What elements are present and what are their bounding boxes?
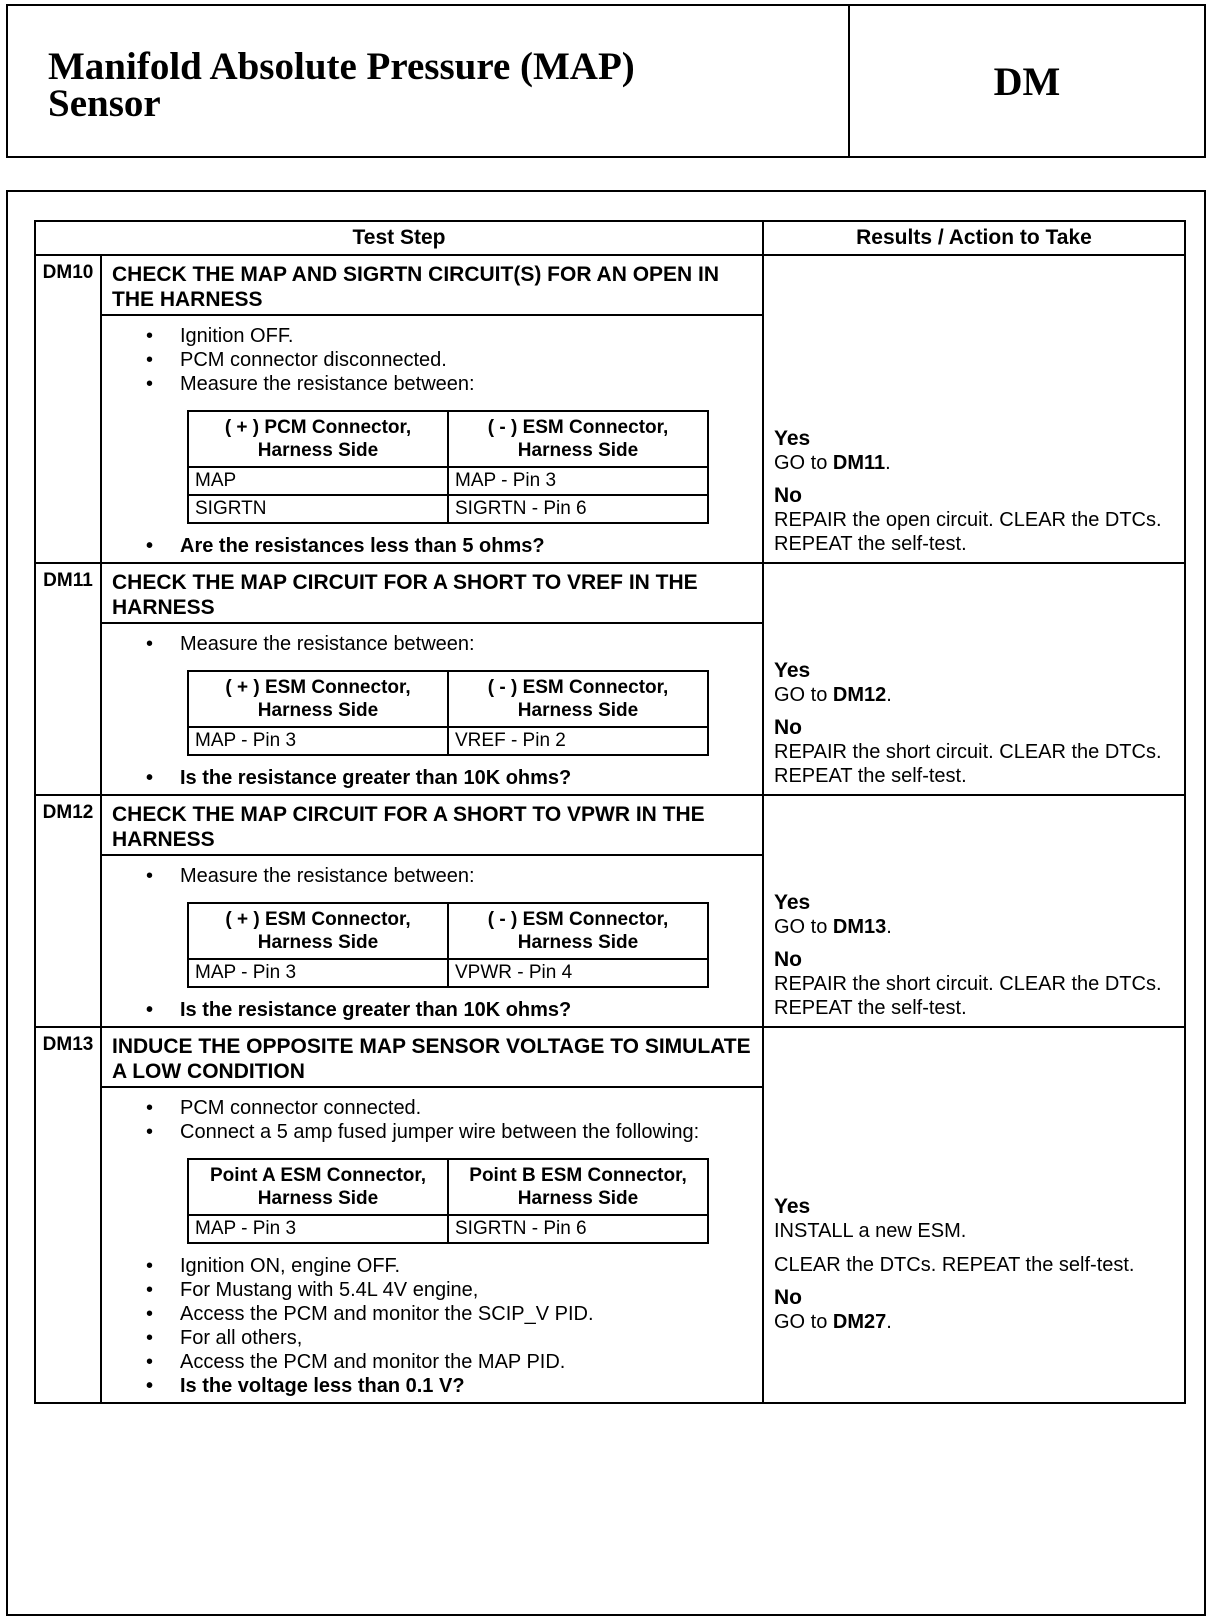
step-id: DM11: [35, 563, 101, 795]
step-question: • Is the resistance greater than 10K ohms?: [180, 766, 762, 790]
table-header-row: [35, 221, 1185, 255]
list-item: • Connect a 5 amp fused jumper wire between the following:: [180, 1120, 762, 1144]
no-text: REPAIR the open circuit. CLEAR the DTCs. REPEAT the self-test.: [774, 509, 1162, 555]
connector-table: [187, 902, 709, 988]
step-bullets-after: [102, 534, 762, 562]
connector-header-cell: ( - ) ESM Connector, Harness Side: [448, 671, 708, 727]
header-title-box: [8, 6, 850, 156]
step-body: [101, 855, 763, 1027]
connector-header-row: [188, 671, 708, 727]
connector-header-row: [188, 1159, 708, 1215]
step-id: DM13: [35, 1027, 101, 1403]
step-body: [101, 623, 763, 795]
yes-extra: CLEAR the DTCs. REPEAT the self-test.: [774, 1254, 1135, 1276]
connector-header-cell: Point B ESM Connector, Harness Side: [448, 1159, 708, 1215]
section-code: DM: [993, 58, 1061, 104]
step-question: • Is the resistance greater than 10K ohms?: [180, 998, 762, 1022]
no-label: No: [774, 1286, 802, 1309]
step-question: • Are the resistances less than 5 ohms?: [180, 534, 762, 558]
table-row: [188, 495, 708, 523]
list-item: • For Mustang with 5.4L 4V engine,: [180, 1278, 762, 1302]
step-result: [763, 1027, 1185, 1403]
no-step-ref: DM27: [832, 1311, 887, 1333]
connector-header-cell: ( + ) PCM Connector, Harness Side: [188, 411, 448, 467]
yes-label: Yes: [774, 427, 811, 450]
no-text: REPAIR the short circuit. CLEAR the DTCs. REPEAT the self-test.: [774, 741, 1162, 787]
step-bullets: [102, 624, 762, 656]
connector-cell: SIGRTN - Pin 6: [448, 495, 708, 523]
step-title-row: [35, 563, 1185, 623]
page-title-line1: Manifold Absolute Pressure (MAP): [48, 45, 635, 88]
yes-label: Yes: [774, 659, 811, 682]
list-item: • PCM connector disconnected.: [180, 348, 762, 372]
connector-header-row: [188, 411, 708, 467]
no-label: No: [774, 484, 802, 507]
list-item: • Measure the resistance between:: [180, 632, 762, 656]
connector-table: [187, 410, 709, 524]
list-item: • Measure the resistance between:: [180, 372, 762, 396]
yes-text: GO to: [774, 684, 828, 706]
step-result: [763, 563, 1185, 795]
connector-table: [187, 1158, 709, 1244]
column-header-test-step: Test Step: [35, 221, 763, 255]
step-bullets: [102, 1088, 762, 1144]
connector-cell: MAP - Pin 3: [448, 467, 708, 495]
list-item: • PCM connector connected.: [180, 1096, 762, 1120]
step-body: [101, 1087, 763, 1403]
page-title-line2: Sensor: [48, 82, 161, 125]
yes-action: GO to DM13.: [774, 916, 892, 938]
step-bullets-after: [102, 766, 762, 794]
connector-cell: MAP - Pin 3: [188, 959, 448, 987]
no-action: GO to DM27.: [774, 1311, 892, 1333]
connector-cell: VPWR - Pin 4: [448, 959, 708, 987]
no-text: REPAIR the short circuit. CLEAR the DTCs. REPEAT the self-test.: [774, 973, 1162, 1019]
connector-cell: SIGRTN: [188, 495, 448, 523]
connector-cell: VREF - Pin 2: [448, 727, 708, 755]
yes-text: GO to: [774, 916, 828, 938]
yes-action: GO to DM11.: [774, 452, 891, 474]
connector-header-cell: ( - ) ESM Connector, Harness Side: [448, 411, 708, 467]
column-header-results: Results / Action to Take: [763, 221, 1185, 255]
table-row: [188, 467, 708, 495]
connector-table: [187, 670, 709, 756]
yes-step-ref: DM12: [832, 684, 887, 706]
no-action: [774, 740, 1174, 788]
no-label: No: [774, 948, 802, 971]
list-item: • Ignition OFF.: [180, 324, 762, 348]
step-result: [763, 255, 1185, 563]
step-bullets-after: [102, 1254, 762, 1402]
step-title-row: [35, 255, 1185, 315]
connector-cell: SIGRTN - Pin 6: [448, 1215, 708, 1243]
connector-cell: MAP - Pin 3: [188, 727, 448, 755]
list-item: • Access the PCM and monitor the SCIP_V PID.: [180, 1302, 762, 1326]
list-item: • For all others,: [180, 1326, 762, 1350]
step-id: DM12: [35, 795, 101, 1027]
step-title: INDUCE THE OPPOSITE MAP SENSOR VOLTAGE TO SIMULATE A LOW CONDITION: [101, 1027, 763, 1087]
no-action: [774, 508, 1174, 556]
table-row: [188, 959, 708, 987]
step-title-row: [35, 1027, 1185, 1087]
yes-label: Yes: [774, 891, 811, 914]
connector-header-cell: ( + ) ESM Connector, Harness Side: [188, 903, 448, 959]
step-title: CHECK THE MAP CIRCUIT FOR A SHORT TO VREF IN THE HARNESS: [101, 563, 763, 623]
list-item: • Measure the resistance between:: [180, 864, 762, 888]
table-row: [188, 1215, 708, 1243]
connector-cell: MAP - Pin 3: [188, 1215, 448, 1243]
step-title: CHECK THE MAP AND SIGRTN CIRCUIT(S) FOR AN OPEN IN THE HARNESS: [101, 255, 763, 315]
yes-action: [774, 1219, 1174, 1243]
no-action: [774, 972, 1174, 1020]
step-bullets: [102, 316, 762, 396]
connector-header-cell: ( + ) ESM Connector, Harness Side: [188, 671, 448, 727]
step-title-row: [35, 795, 1185, 855]
connector-header-cell: Point A ESM Connector, Harness Side: [188, 1159, 448, 1215]
test-step-table: [34, 220, 1186, 1404]
list-item: • Ignition ON, engine OFF.: [180, 1254, 762, 1278]
step-body: [101, 315, 763, 563]
no-text: GO to: [774, 1311, 828, 1333]
no-label: No: [774, 716, 802, 739]
step-bullets: [102, 856, 762, 888]
step-question: • Is the voltage less than 0.1 V?: [180, 1374, 762, 1398]
yes-action: GO to DM12.: [774, 684, 892, 706]
list-item: • Access the PCM and monitor the MAP PID.: [180, 1350, 762, 1374]
page-header: [6, 4, 1206, 158]
connector-header-cell: ( - ) ESM Connector, Harness Side: [448, 903, 708, 959]
step-id: DM10: [35, 255, 101, 563]
table-row: [188, 727, 708, 755]
yes-label: Yes: [774, 1195, 811, 1218]
yes-text: INSTALL a new ESM.: [774, 1220, 967, 1242]
step-title: CHECK THE MAP CIRCUIT FOR A SHORT TO VPWR IN THE HARNESS: [101, 795, 763, 855]
yes-step-ref: DM13: [832, 916, 887, 938]
step-bullets-after: [102, 998, 762, 1026]
step-result: [763, 795, 1185, 1027]
connector-header-row: [188, 903, 708, 959]
connector-cell: MAP: [188, 467, 448, 495]
yes-text: GO to: [774, 452, 828, 474]
page-title: [48, 45, 635, 125]
yes-step-ref: DM11: [832, 452, 886, 474]
